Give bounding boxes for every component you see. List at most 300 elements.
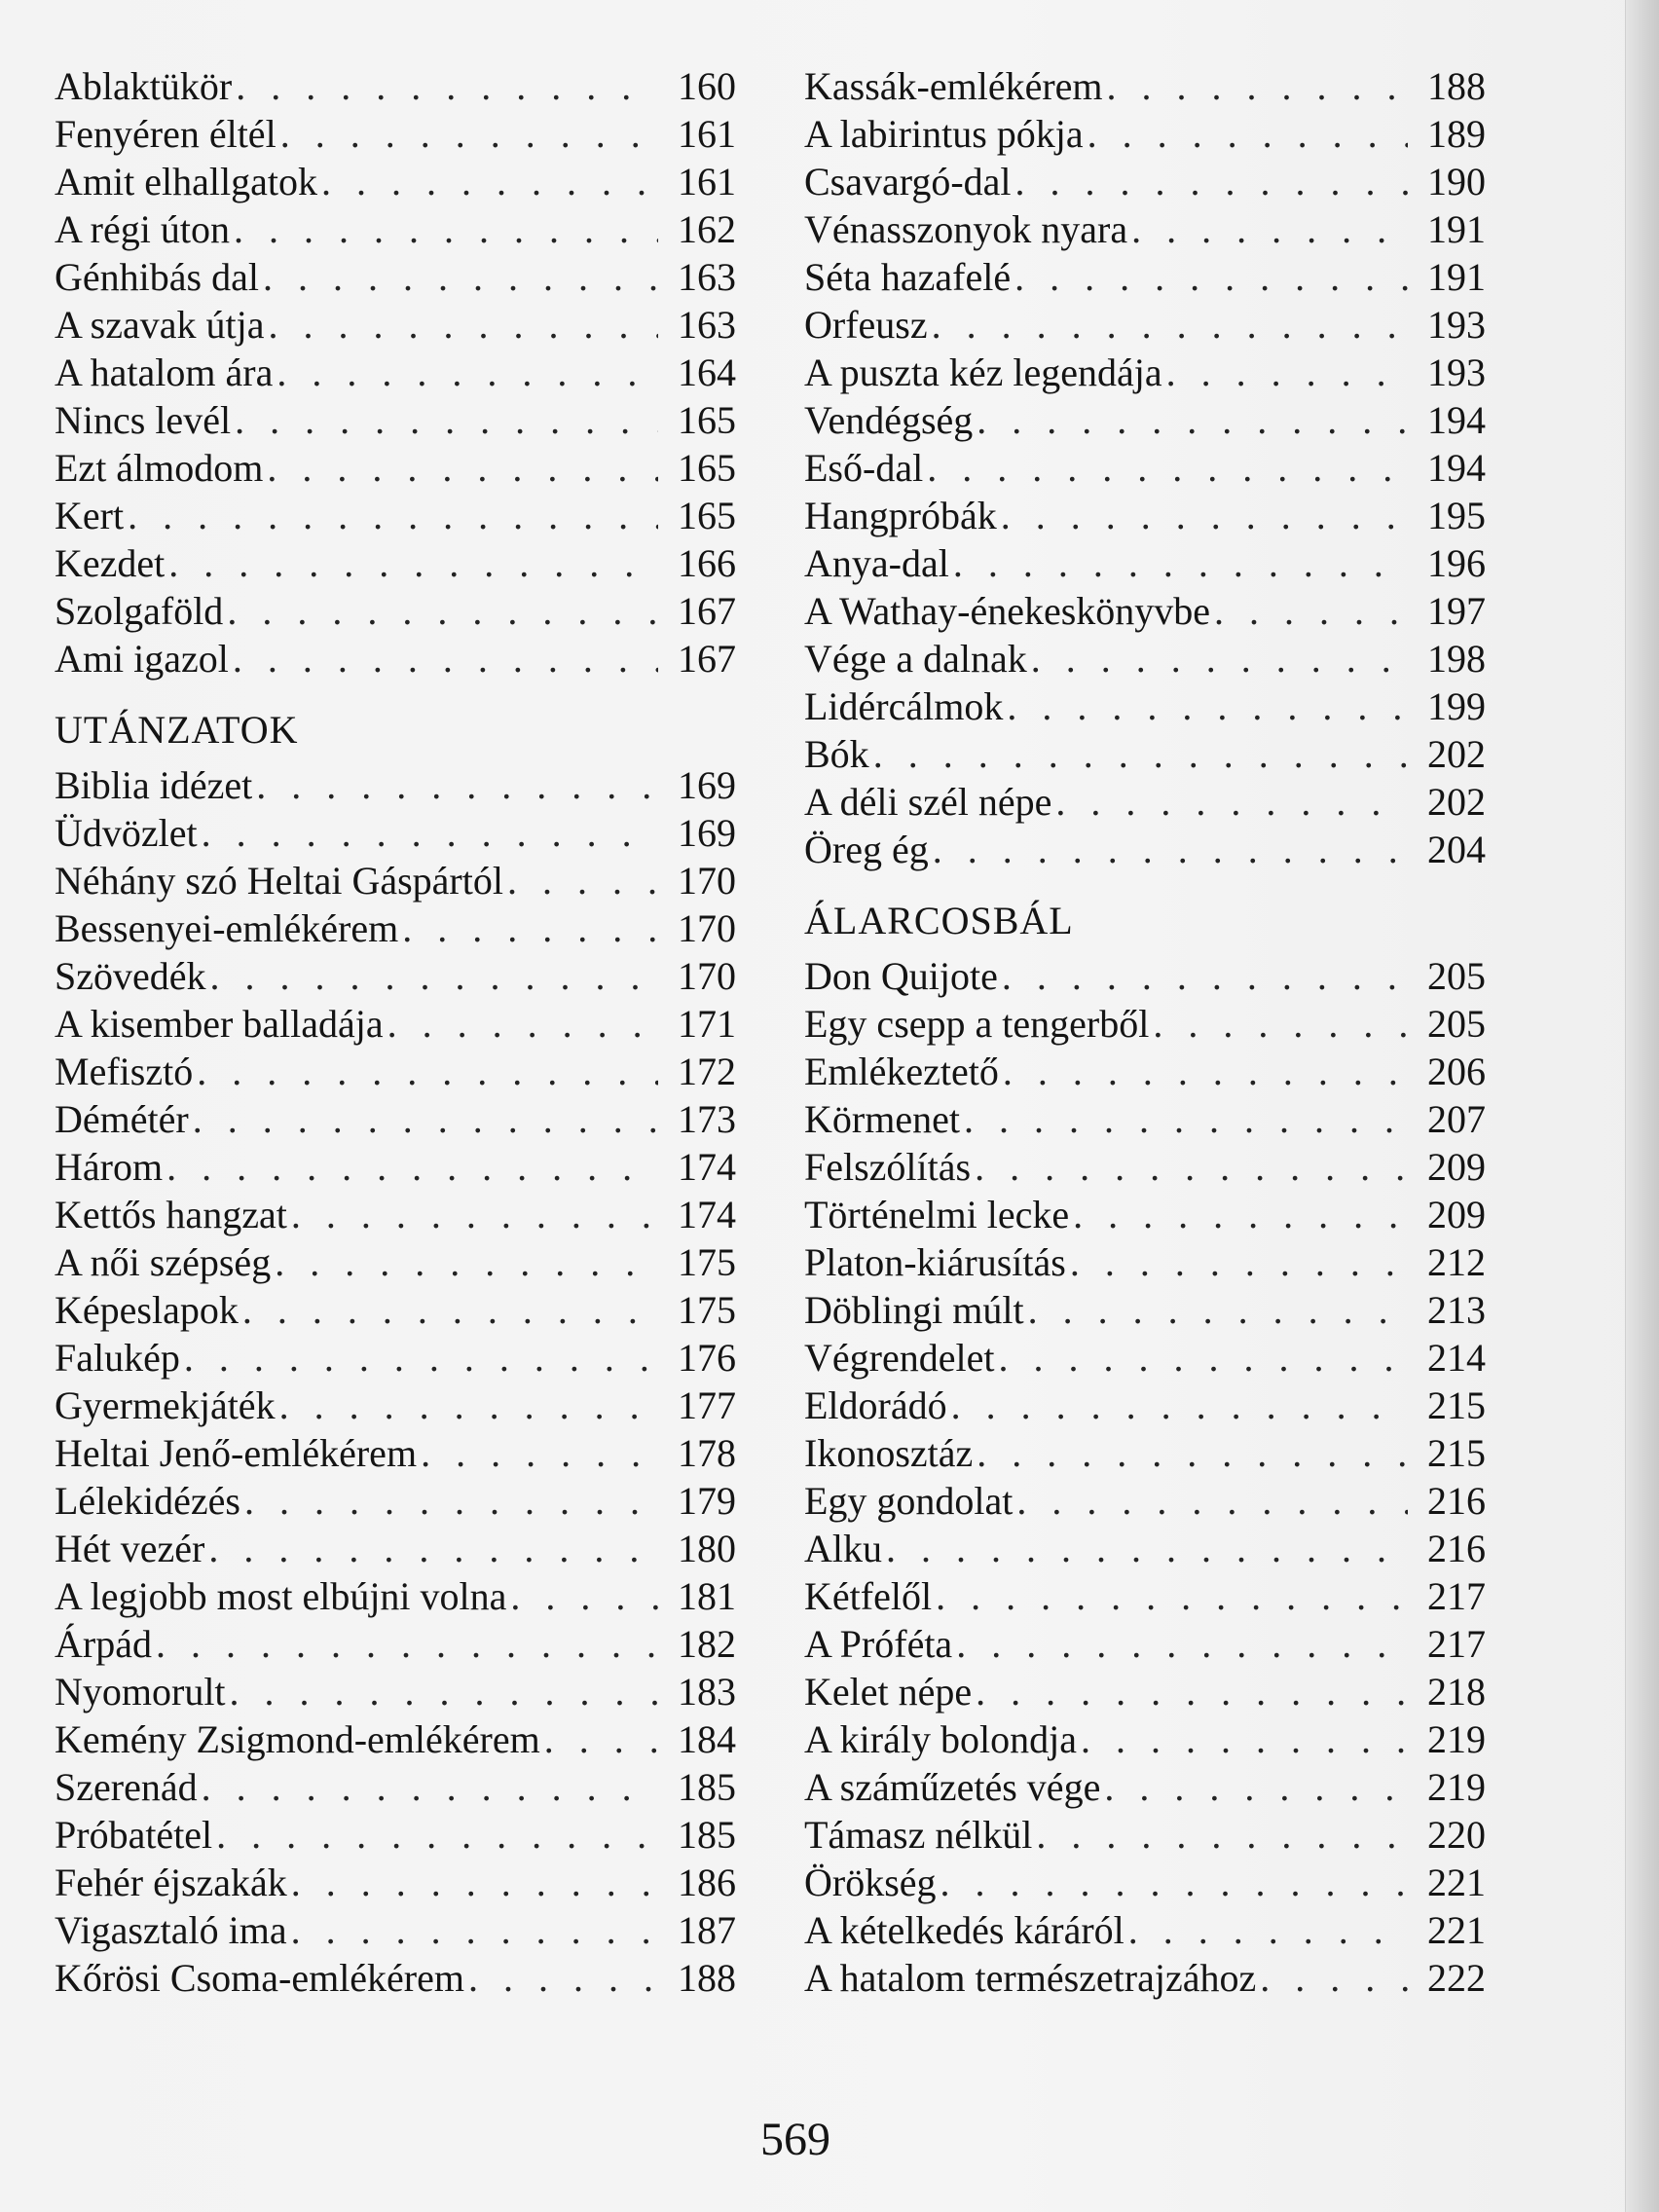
toc-entry [804,1000,1486,1048]
dot-leader [1016,1477,1408,1525]
dot-leader [1073,1191,1408,1238]
entry-title: Heltai Jenő-emlékérem [55,1431,418,1475]
toc-entry [55,1572,736,1620]
dot-leader [321,158,658,205]
entry-title: Biblia idézet [55,763,253,807]
dot-leader [1070,1238,1408,1286]
page-number: 569 [760,2114,830,2165]
dot-leader [269,301,659,349]
toc-entry [55,1334,736,1382]
dot-leader [976,1668,1408,1715]
entry-title: Gyermekjáték [55,1383,276,1427]
dot-leader [156,1620,658,1668]
entry-page-number: 175 [678,1240,736,1284]
entry-title: Egy csepp a tengerből [804,1002,1150,1046]
toc-entry [55,761,736,809]
dot-leader [1036,1811,1408,1859]
entry-page-number: 209 [1427,1193,1486,1236]
entry-title: Három [55,1145,164,1189]
entry-title: Kemény Zsigmond-emlékérem [55,1717,540,1761]
entry-title: Felszólítás [804,1145,972,1189]
entry-page-number: 165 [678,494,736,537]
entry-page-number: 196 [1427,541,1486,585]
toc-entry [804,1143,1486,1191]
entry-title: Örökség [804,1861,937,1904]
toc-entry [55,1668,736,1715]
toc-entry [804,1238,1486,1286]
entry-title: Ikonosztáz [804,1431,974,1475]
dot-leader [1028,1286,1408,1334]
entry-title: Ablaktükör [55,64,233,108]
entry-title: Eső-dal [804,446,924,490]
toc-entry [55,809,736,857]
entry-title: Fenyéren éltél [55,112,276,156]
entry-title: Kőrösi Csoma-emlékérem [55,1956,464,2000]
entry-title: Hangpróbák [804,494,997,537]
toc-entry [55,587,736,635]
entry-page-number: 216 [1427,1479,1486,1523]
entry-page-number: 185 [678,1813,736,1857]
section-title-alarcosbal: ÁLARCOSBÁL [804,899,1074,942]
entry-page-number: 167 [678,637,736,681]
dot-leader [276,349,658,396]
dot-leader [202,809,658,857]
entry-page-number: 195 [1427,494,1486,537]
dot-leader [291,1191,658,1238]
toc-entry [55,857,736,904]
entry-page-number: 212 [1427,1240,1486,1284]
toc-entry [804,301,1486,349]
dot-leader [230,1668,658,1715]
entry-title: A puszta kéz legendája [804,350,1162,394]
toc-entry [55,1859,736,1906]
entry-title: Próbatétel [55,1813,213,1857]
entry-title: Nyomorult [55,1670,226,1714]
dot-leader [234,205,658,253]
entry-page-number: 177 [678,1383,736,1427]
entry-title: Don Quijote [804,954,998,998]
dot-leader [936,1572,1408,1620]
entry-page-number: 188 [1427,64,1486,108]
dot-leader [208,1525,658,1572]
entry-page-number: 189 [1427,112,1486,156]
entry-page-number: 173 [678,1097,736,1141]
dot-leader [279,1382,658,1429]
toc-entry [804,1906,1486,1954]
dot-leader [507,857,658,904]
entry-page-number: 182 [678,1622,736,1666]
toc-entry [55,1954,736,2002]
dot-leader [1153,1000,1408,1048]
toc-list [804,62,1486,873]
dot-leader [886,1525,1408,1572]
toc-column-left [55,62,736,2002]
entry-page-number: 167 [678,589,736,633]
toc-entry [55,1525,736,1572]
dot-leader [1214,587,1408,635]
toc-entry [804,682,1486,730]
toc-entry [804,1191,1486,1238]
entry-page-number: 162 [678,207,736,251]
dot-leader [227,587,658,635]
toc-entry [55,1382,736,1429]
toc-entry [804,1859,1486,1906]
entry-page-number: 163 [678,255,736,299]
entry-title: Kert [55,494,125,537]
entry-page-number: 190 [1427,160,1486,203]
entry-title: A hatalom ára [55,350,274,394]
entry-title: Szerenád [55,1765,198,1809]
entry-title: A kételkedés káráról [804,1908,1124,1952]
entry-title: Démétér [55,1097,189,1141]
dot-leader [1002,952,1408,1000]
toc-entry [55,301,736,349]
entry-page-number: 217 [1427,1622,1486,1666]
dot-leader [168,539,658,587]
dot-leader [216,1811,658,1859]
entry-page-number: 188 [678,1956,736,2000]
toc-entry [804,444,1486,492]
toc-entry [804,158,1486,205]
entry-title: Kétfelől [804,1574,933,1618]
toc-entry [804,1811,1486,1859]
toc-entry [804,539,1486,587]
dot-leader [128,492,658,539]
entry-page-number: 215 [1427,1431,1486,1475]
entry-page-number: 202 [1427,732,1486,776]
entry-page-number: 172 [678,1050,736,1093]
entry-title: A Wathay-énekeskönyvbe [804,589,1211,633]
dot-leader [1107,62,1408,110]
entry-page-number: 209 [1427,1145,1486,1189]
toc-entry [55,396,736,444]
dot-leader [244,1477,658,1525]
dot-leader [1015,158,1408,205]
entry-page-number: 160 [678,64,736,108]
entry-title: Vendégség [804,398,974,442]
entry-title: A király bolondja [804,1717,1077,1761]
toc-entry [55,1429,736,1477]
toc-entry [804,1048,1486,1095]
entry-title: Bessenyei-emlékérem [55,906,399,950]
entry-title: A Próféta [804,1622,953,1666]
toc-entry [804,1477,1486,1525]
entry-page-number: 220 [1427,1813,1486,1857]
toc-entry [804,1763,1486,1811]
entry-page-number: 179 [678,1479,736,1523]
toc-entry [55,1763,736,1811]
entry-title: Lidércálmok [804,684,1004,728]
dot-leader [291,1859,658,1906]
entry-title: Génhibás dal [55,255,259,299]
dot-leader [387,1000,658,1048]
entry-title: Öreg ég [804,828,929,871]
toc-entry [804,62,1486,110]
entry-page-number: 221 [1427,1861,1486,1904]
dot-leader [1128,1906,1408,1954]
entry-title: Séta hazafelé [804,255,1012,299]
entry-page-number: 191 [1427,255,1486,299]
entry-page-number: 186 [678,1861,736,1904]
dot-leader [1055,778,1408,826]
entry-page-number: 198 [1427,637,1486,681]
dot-leader [468,1954,658,2002]
toc-entry [804,730,1486,778]
section-title-utanzatok: UTÁNZATOK [55,708,299,752]
toc-entry [804,492,1486,539]
entry-title: Nincs levél [55,398,232,442]
toc-entry [804,110,1486,158]
dot-leader [193,1095,658,1143]
dot-leader [421,1429,658,1477]
dot-leader [263,253,658,301]
entry-title: A női szépség [55,1240,272,1284]
dot-leader [932,301,1408,349]
entry-title: Ezt álmodom [55,446,264,490]
toc-entry [804,205,1486,253]
toc-entry [804,1095,1486,1143]
entry-title: Képeslapok [55,1288,239,1332]
entry-title: Amit elhallgatok [55,160,317,203]
dot-leader [236,62,658,110]
entry-page-number: 161 [678,112,736,156]
toc-entry [55,62,736,110]
dot-leader [975,1143,1408,1191]
entry-page-number: 164 [678,350,736,394]
toc-list [55,761,736,2002]
toc-entry [55,253,736,301]
entry-title: Döblingi múlt [804,1288,1024,1332]
entry-title: A száműzetés vége [804,1765,1101,1809]
toc-entry [55,1000,736,1048]
entry-page-number: 194 [1427,446,1486,490]
entry-title: Egy gondolat [804,1479,1014,1523]
entry-page-number: 216 [1427,1527,1486,1570]
toc-entry [804,253,1486,301]
toc-entry [804,1286,1486,1334]
toc-entry [804,1334,1486,1382]
entry-title: Emlékeztető [804,1050,999,1093]
entry-title: Lélekidézés [55,1479,240,1523]
entry-page-number: 194 [1427,398,1486,442]
toc-entry [804,778,1486,826]
entry-title: Árpád [55,1622,152,1666]
entry-page-number: 191 [1427,207,1486,251]
toc-entry [55,1620,736,1668]
entry-page-number: 170 [678,906,736,950]
dot-leader [166,1143,658,1191]
entry-title: Történelmi lecke [804,1193,1070,1236]
entry-title: Néhány szó Heltai Gáspártól [55,859,503,903]
dot-leader [275,1238,658,1286]
dot-leader [242,1286,658,1334]
entry-title: Hét vezér [55,1527,205,1570]
toc-list [55,62,736,682]
entry-title: A szavak útja [55,303,265,347]
toc-entry [804,1572,1486,1620]
entry-title: Falukép [55,1336,180,1380]
entry-title: Alku [804,1527,882,1570]
entry-page-number: 180 [678,1527,736,1570]
toc-entry [55,1811,736,1859]
entry-title: Kettős hangzat [55,1193,287,1236]
toc-entry [55,1477,736,1525]
entry-page-number: 166 [678,541,736,585]
entry-title: Szövedék [55,954,206,998]
toc-entry [55,205,736,253]
entry-page-number: 163 [678,303,736,347]
entry-page-number: 197 [1427,589,1486,633]
entry-page-number: 184 [678,1717,736,1761]
entry-title: A labirintus pókja [804,112,1084,156]
entry-title: Támasz nélkül [804,1813,1033,1857]
entry-title: Orfeusz [804,303,928,347]
dot-leader [1014,253,1408,301]
toc-entry [804,1668,1486,1715]
entry-title: A régi úton [55,207,230,251]
toc-entry [804,587,1486,635]
entry-page-number: 205 [1427,954,1486,998]
entry-title: A hatalom természetrajzához [804,1956,1257,2000]
dot-leader [951,1382,1408,1429]
entry-page-number: 193 [1427,350,1486,394]
dot-leader [202,1763,658,1811]
toc-entry [55,952,736,1000]
entry-title: Vénasszonyok nyara [804,207,1128,251]
entry-title: Mefisztó [55,1050,194,1093]
dot-leader [544,1715,658,1763]
entry-page-number: 215 [1427,1383,1486,1427]
toc-entry [804,396,1486,444]
entry-title: Platon-kiárusítás [804,1240,1066,1284]
toc-entry [55,635,736,682]
entry-page-number: 207 [1427,1097,1486,1141]
dot-leader [402,904,658,952]
entry-page-number: 169 [678,811,736,855]
dot-leader [977,1429,1408,1477]
toc-entry [804,635,1486,682]
dot-leader [1104,1763,1408,1811]
entry-page-number: 165 [678,398,736,442]
entry-title: A déli szél népe [804,780,1052,824]
entry-page-number: 219 [1427,1765,1486,1809]
dot-leader [280,110,658,158]
dot-leader [1166,349,1408,396]
entry-page-number: 199 [1427,684,1486,728]
entry-title: Körmenet [804,1097,960,1141]
toc-entry [55,158,736,205]
entry-title: Anya-dal [804,541,949,585]
toc-entry [55,1286,736,1334]
dot-leader [927,444,1408,492]
dot-leader [184,1334,658,1382]
toc-entry [55,110,736,158]
entry-title: Kezdet [55,541,166,585]
dot-leader [873,730,1408,778]
toc-entry [804,952,1486,1000]
dot-leader [291,1906,658,1954]
dot-leader [210,952,658,1000]
entry-title: Végrendelet [804,1336,995,1380]
entry-page-number: 193 [1427,303,1486,347]
entry-title: Vigasztaló ima [55,1908,287,1952]
toc-entry [55,539,736,587]
toc-column-right [804,62,1486,2002]
toc-entry [55,1715,736,1763]
entry-page-number: 161 [678,160,736,203]
entry-title: Csavargó-dal [804,160,1012,203]
page-edge [1625,0,1659,2212]
dot-leader [256,761,658,809]
entry-page-number: 170 [678,859,736,903]
toc-entry [55,1191,736,1238]
entry-title: Ami igazol [55,637,229,681]
entry-page-number: 204 [1427,828,1486,871]
entry-page-number: 222 [1427,1956,1486,2000]
entry-page-number: 205 [1427,1002,1486,1046]
entry-page-number: 183 [678,1670,736,1714]
toc-entry [55,1143,736,1191]
dot-leader [510,1572,658,1620]
entry-page-number: 181 [678,1574,736,1618]
toc-entry [804,349,1486,396]
toc-entry [55,1238,736,1286]
toc-entry [55,444,736,492]
toc-entry [804,1429,1486,1477]
dot-leader [977,396,1408,444]
dot-leader [1260,1954,1408,2002]
toc-entry [55,1906,736,1954]
entry-page-number: 219 [1427,1717,1486,1761]
toc-entry [804,1382,1486,1429]
dot-leader [1088,110,1408,158]
toc-entry [804,1715,1486,1763]
toc-entry [55,349,736,396]
toc-entry [804,1525,1486,1572]
entry-page-number: 178 [678,1431,736,1475]
dot-leader [1003,1048,1408,1095]
dot-leader [940,1859,1408,1906]
toc-entry [55,1048,736,1095]
entry-page-number: 221 [1427,1908,1486,1952]
dot-leader [235,396,658,444]
entry-page-number: 171 [678,1002,736,1046]
entry-page-number: 176 [678,1336,736,1380]
dot-leader [998,1334,1408,1382]
dot-leader [1081,1715,1408,1763]
toc-entry [804,826,1486,873]
dot-leader [233,635,658,682]
dot-leader [1001,492,1408,539]
entry-page-number: 185 [678,1765,736,1809]
entry-page-number: 165 [678,446,736,490]
entry-title: Eldorádó [804,1383,947,1427]
toc-entry [55,1095,736,1143]
entry-title: Üdvözlet [55,811,198,855]
entry-title: Kassák-emlékérem [804,64,1103,108]
entry-page-number: 202 [1427,780,1486,824]
entry-title: Kelet népe [804,1670,973,1714]
entry-page-number: 214 [1427,1336,1486,1380]
dot-leader [1007,682,1408,730]
dot-leader [1131,205,1408,253]
entry-title: Vége a dalnak [804,637,1027,681]
dot-leader [956,1620,1408,1668]
entry-page-number: 213 [1427,1288,1486,1332]
entry-page-number: 174 [678,1193,736,1236]
dot-leader [964,1095,1408,1143]
entry-page-number: 169 [678,763,736,807]
